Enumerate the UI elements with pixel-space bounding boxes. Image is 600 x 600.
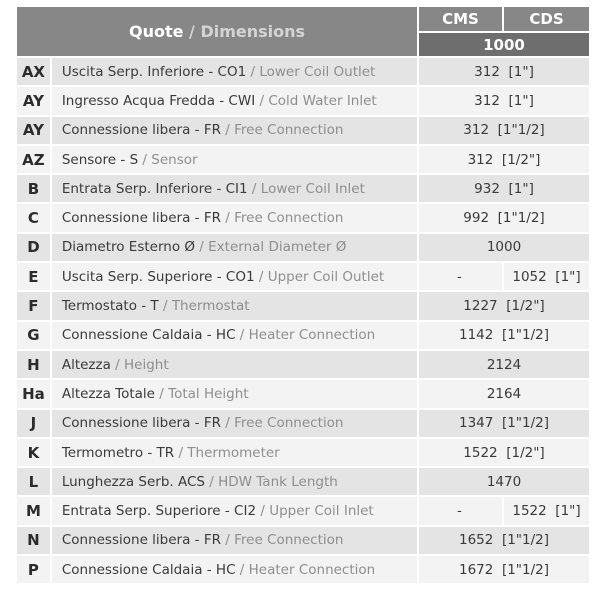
row-description-separator: / xyxy=(204,473,219,490)
header-title-it: Quote xyxy=(128,22,184,41)
row-value: 2124 xyxy=(419,351,589,378)
row-description xyxy=(52,556,417,583)
header-title-separator: / xyxy=(183,22,201,41)
table-row xyxy=(17,556,589,583)
row-description-separator: / xyxy=(220,210,235,227)
row-code: M xyxy=(17,497,50,524)
row-code: P xyxy=(17,556,50,583)
row-value: 1142 [1"1/2] xyxy=(419,322,589,349)
row-description-en: Heater Connection xyxy=(248,561,376,578)
table-row xyxy=(17,380,589,407)
table-body xyxy=(17,58,589,583)
table-row xyxy=(17,234,589,261)
row-code: H xyxy=(17,351,50,378)
dimensions-table xyxy=(17,7,589,583)
row-value: 1522 [1/2"] xyxy=(419,439,589,466)
row-description-it: Connessione libera - FR xyxy=(61,532,221,549)
row-code: D xyxy=(17,234,50,261)
row-value-cds: 1522 [1"] xyxy=(504,497,589,524)
row-description-en: Upper Coil Outlet xyxy=(267,268,385,285)
row-description-separator: / xyxy=(256,503,270,520)
row-description-separator: / xyxy=(110,356,124,373)
row-description-separator: / xyxy=(254,268,268,285)
row-description-separator: / xyxy=(255,92,269,109)
row-code: K xyxy=(17,439,50,466)
row-code: Ha xyxy=(17,380,50,407)
row-description-separator: / xyxy=(174,444,188,461)
table-row xyxy=(17,497,589,524)
row-description xyxy=(52,87,417,114)
row-description-it: Uscita Serp. Inferiore - CO1 xyxy=(61,63,247,80)
row-description xyxy=(52,527,417,554)
row-value: 1227 [1/2"] xyxy=(419,292,589,319)
table-row xyxy=(17,117,589,144)
row-value: 312 [1"1/2] xyxy=(419,117,589,144)
row-description-separator: / xyxy=(220,532,235,549)
row-description xyxy=(52,117,417,144)
row-description-en: HDW Tank Length xyxy=(218,473,338,490)
row-description-en: Thermometer xyxy=(187,444,280,461)
row-description xyxy=(52,204,417,231)
row-description-it: Connessione libera - FR xyxy=(61,210,221,227)
row-value-cms: - xyxy=(419,497,502,524)
row-description-en: Lower Coil Inlet xyxy=(260,180,365,197)
row-description-separator: / xyxy=(247,180,261,197)
row-code: L xyxy=(17,468,50,495)
row-description-separator: / xyxy=(138,151,152,168)
row-description-it: Termometro - TR xyxy=(61,444,175,461)
row-description-separator: / xyxy=(220,415,235,432)
table-row xyxy=(17,439,589,466)
row-description-en: Thermostat xyxy=(171,298,250,315)
row-description-it: Altezza xyxy=(61,356,111,373)
header-title-en: Dimensions xyxy=(200,22,306,41)
row-code: AZ xyxy=(17,146,50,173)
table-row xyxy=(17,204,589,231)
row-description xyxy=(52,439,417,466)
row-code: E xyxy=(17,263,50,290)
row-description xyxy=(52,322,417,349)
row-code: F xyxy=(17,292,50,319)
table-row xyxy=(17,322,589,349)
row-description-separator: / xyxy=(195,239,209,256)
table-row xyxy=(17,58,589,85)
row-value: 932 [1"] xyxy=(419,175,589,202)
row-description-it: Diametro Esterno Ø xyxy=(61,239,196,256)
header-title xyxy=(17,7,417,56)
table-row xyxy=(17,527,589,554)
row-value: 2164 xyxy=(419,380,589,407)
row-description xyxy=(52,146,417,173)
row-description-en: Free Connection xyxy=(234,122,344,139)
row-description-separator: / xyxy=(235,327,249,344)
row-description-en: Sensor xyxy=(151,151,198,168)
row-value: 312 [1"] xyxy=(419,87,589,114)
row-description-en: Free Connection xyxy=(234,532,344,549)
row-code: G xyxy=(17,322,50,349)
model-label: 1000 xyxy=(419,33,589,56)
row-code: AY xyxy=(17,117,50,144)
column-cds: CDS xyxy=(504,7,589,31)
row-description xyxy=(52,468,417,495)
row-value: 1652 [1"1/2] xyxy=(419,527,589,554)
row-description xyxy=(52,380,417,407)
row-value: 1672 [1"1/2] xyxy=(419,556,589,583)
row-description xyxy=(52,175,417,202)
table-row xyxy=(17,468,589,495)
row-description-separator: / xyxy=(158,298,172,315)
row-description-it: Altezza Totale xyxy=(61,385,155,402)
table-row xyxy=(17,410,589,437)
row-value: 312 [1/2"] xyxy=(419,146,589,173)
row-description xyxy=(52,58,417,85)
row-description-it: Lunghezza Serb. ACS xyxy=(61,473,205,490)
row-value: 312 [1"] xyxy=(419,58,589,85)
table-row xyxy=(17,146,589,173)
row-description-separator: / xyxy=(220,122,235,139)
row-description-en: Free Connection xyxy=(234,210,344,227)
row-description xyxy=(52,263,417,290)
row-description-it: Termostato - T xyxy=(61,298,159,315)
row-description-separator: / xyxy=(246,63,260,80)
row-description-it: Entrata Serp. Inferiore - CI1 xyxy=(61,180,248,197)
row-code: N xyxy=(17,527,50,554)
row-description-it: Connessione Caldaia - HC xyxy=(61,327,236,344)
row-description-it: Sensore - S xyxy=(61,151,139,168)
row-description-it: Ingresso Acqua Fredda - CWI xyxy=(61,92,256,109)
row-description-it: Connessione libera - FR xyxy=(61,122,221,139)
row-description-separator: / xyxy=(154,385,169,402)
row-description-en: Height xyxy=(124,356,169,373)
row-description-en: Cold Water Inlet xyxy=(268,92,377,109)
row-description-en: Free Connection xyxy=(234,415,344,432)
row-value-cms: - xyxy=(419,263,502,290)
table-row xyxy=(17,175,589,202)
row-value: 1470 xyxy=(419,468,589,495)
row-description-en: External Diameter Ø xyxy=(208,239,347,256)
row-description xyxy=(52,351,417,378)
row-value: 1347 [1"1/2] xyxy=(419,410,589,437)
row-description-it: Connessione Caldaia - HC xyxy=(61,561,236,578)
table-row xyxy=(17,351,589,378)
row-description-en: Total Height xyxy=(168,385,249,402)
row-code: AY xyxy=(17,87,50,114)
row-description-it: Connessione libera - FR xyxy=(61,415,221,432)
row-description-en: Upper Coil Inlet xyxy=(269,503,374,520)
table-row xyxy=(17,292,589,319)
column-cms: CMS xyxy=(419,7,502,31)
table-row xyxy=(17,87,589,114)
row-code: B xyxy=(17,175,50,202)
row-description-it: Entrata Serp. Superiore - CI2 xyxy=(61,503,257,520)
row-code: J xyxy=(17,410,50,437)
row-description-it: Uscita Serp. Superiore - CO1 xyxy=(61,268,255,285)
table-row xyxy=(17,263,589,290)
row-code: AX xyxy=(17,58,50,85)
row-description-separator: / xyxy=(235,561,249,578)
row-description-en: Lower Coil Outlet xyxy=(259,63,376,80)
table-header xyxy=(17,7,589,56)
row-code: C xyxy=(17,204,50,231)
row-value: 1000 xyxy=(419,234,589,261)
row-description-en: Heater Connection xyxy=(248,327,376,344)
header-columns xyxy=(419,7,589,56)
row-value: 992 [1"1/2] xyxy=(419,204,589,231)
row-description xyxy=(52,292,417,319)
row-value-cds: 1052 [1"] xyxy=(504,263,589,290)
row-description xyxy=(52,234,417,261)
row-description xyxy=(52,410,417,437)
row-description xyxy=(52,497,417,524)
